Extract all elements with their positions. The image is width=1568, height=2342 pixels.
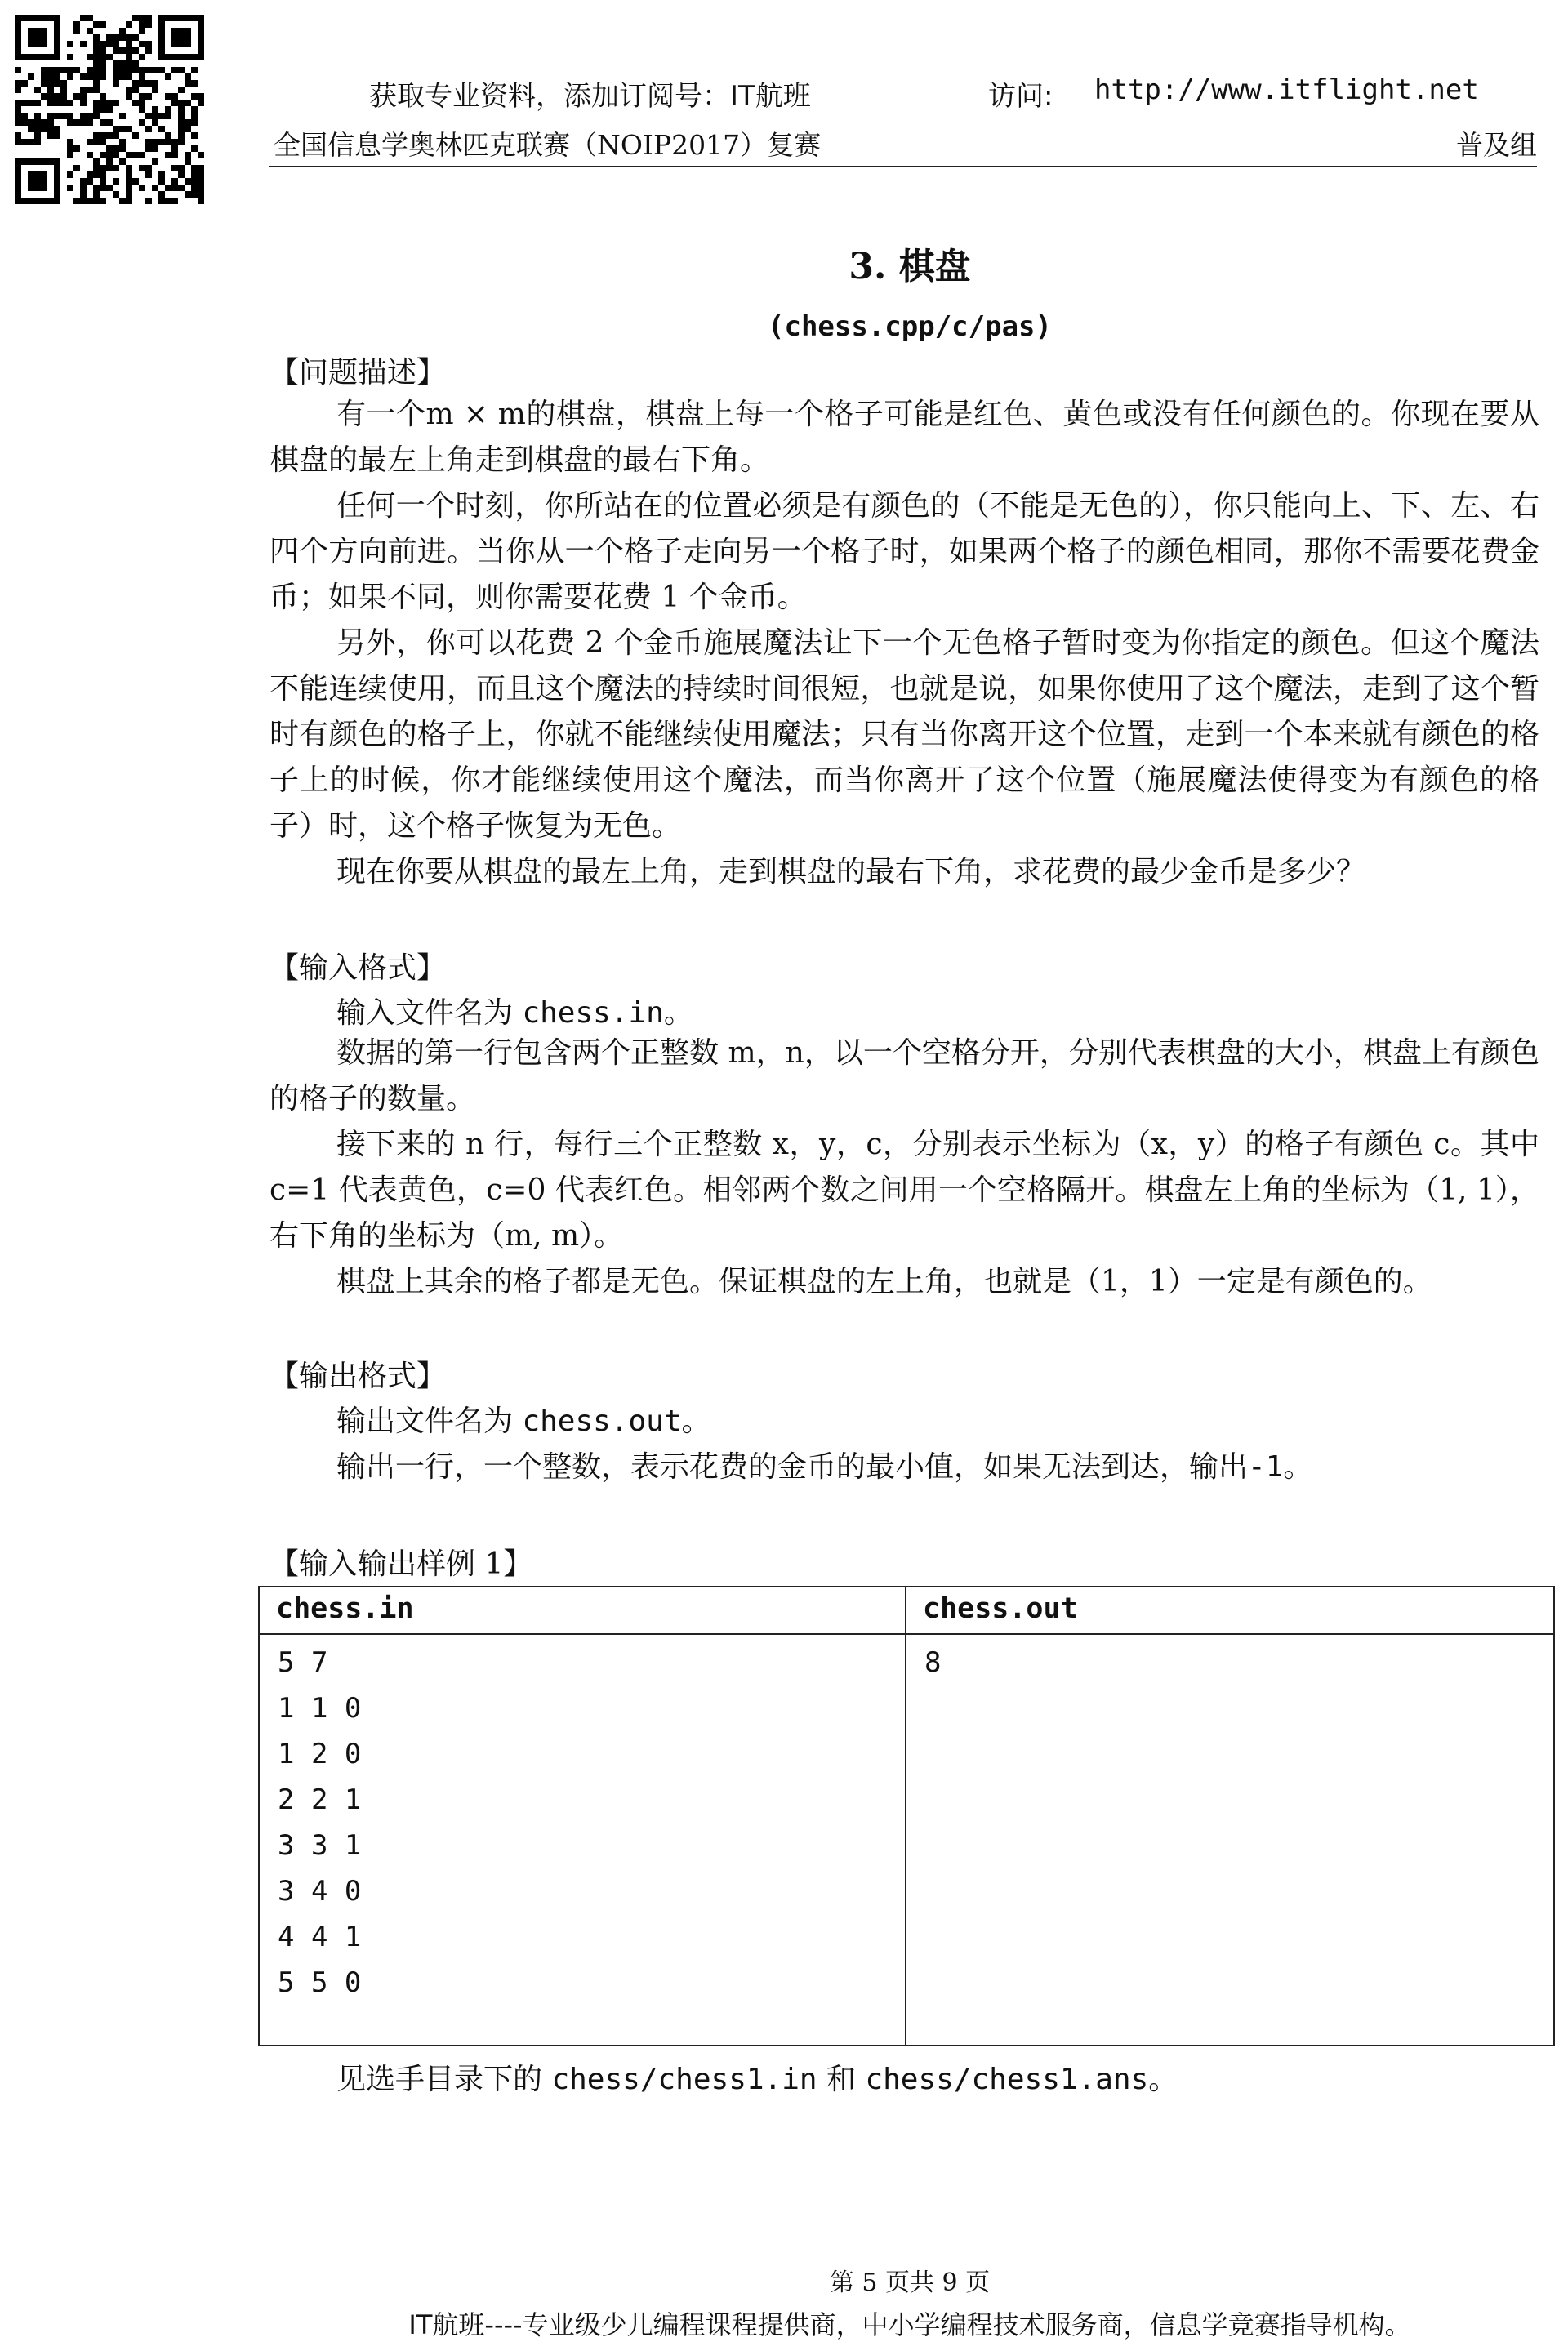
output-file-name: chess.out — [522, 1405, 682, 1438]
header-divider — [270, 166, 1537, 167]
sample-note-mid: 和 — [817, 2063, 866, 2096]
input-format-paragraph: 接下来的 n 行，每行三个正整数 x，y，c，分别表示坐标为（x，y）的格子有颜色 c。其中 c=1 代表黄色，c=0 代表红色。相邻两个数之间用一个空格隔开。棋盘左上角的坐标为（1, 1），右下角的坐标为（m, m）。 — [270, 1128, 1539, 1253]
page-number: 第 5 页共 9 页 — [829, 2269, 991, 2297]
description-heading: 【问题描述】 — [270, 356, 447, 390]
output-file-prefix: 输出文件名为 — [336, 1405, 523, 1438]
sample-note-suffix: 。 — [1148, 2063, 1178, 2096]
output-description-suffix: 。 — [1283, 1450, 1313, 1484]
footer-promo-text: IT航班----专业级少儿编程课程提供商，中小学编程技术服务商，信息学竞赛指导机构。 — [408, 2309, 1411, 2340]
promo-text: 获取专业资料，添加订阅号：IT航班 — [369, 80, 811, 113]
input-file-name: chess.in — [522, 996, 664, 1030]
input-file-prefix: 输入文件名为 — [336, 996, 523, 1030]
output-column-header: chess.out — [923, 1592, 1078, 1625]
sample-file-input: chess/chess1.in — [551, 2063, 817, 2096]
output-format-heading: 【输出格式】 — [270, 1360, 447, 1393]
contest-name: 全国信息学奥林匹克联赛（NOIP2017）复赛 — [274, 129, 822, 161]
sample-note-prefix: 见选手目录下的 — [336, 2063, 552, 2096]
output-fail-value: -1 — [1248, 1450, 1284, 1484]
output-description-text: 输出一行，一个整数，表示花费的金币的最小值，如果无法到达，输出 — [336, 1450, 1249, 1484]
sample-heading: 【输入输出样例 1】 — [270, 1547, 533, 1581]
table-column-divider — [905, 1587, 906, 2045]
input-file-line — [336, 990, 693, 1031]
problem-title: 3. 棋盘 — [849, 246, 971, 287]
output-file-suffix: 。 — [681, 1405, 711, 1438]
input-format-paragraph: 棋盘上其余的格子都是无色。保证棋盘的左上角，也就是（1，1）一定是有颜色的。 — [336, 1265, 1432, 1298]
description-paragraph: 现在你要从棋盘的最左上角，走到棋盘的最右下角，求花费的最少金币是多少？ — [336, 855, 1366, 888]
input-file-suffix: 。 — [663, 996, 693, 1030]
description-paragraph: 任何一个时刻，你所站在的位置必须是有颜色的（不能是无色的），你只能向上、下、左、右四个方向前进。当你从一个格子走向另一个格子时，如果两个格子的颜色相同，那你不需要花费金币；如果不同，则你需要花费 1 个金币。 — [270, 489, 1539, 614]
input-format-paragraph: 数据的第一行包含两个正整数 m，n，以一个空格分开，分别代表棋盘的大小，棋盘上有颜色的格子的数量。 — [270, 1036, 1539, 1115]
output-description-line — [336, 1444, 1312, 1485]
input-column-header: chess.in — [276, 1592, 414, 1625]
sample-file-answer: chess/chess1.ans — [865, 2063, 1149, 2096]
description-paragraph: 有一个m × m的棋盘，棋盘上每一个格子可能是红色、黄色或没有任何颜色的。你现在要从棋盘的最左上角走到棋盘的最右下角。 — [270, 398, 1539, 477]
output-file-line — [336, 1398, 711, 1440]
problem-file-names: (chess.cpp/c/pas) — [768, 310, 1052, 343]
input-format-heading: 【输入格式】 — [270, 951, 447, 985]
qr-code-icon — [15, 15, 204, 204]
visit-label: 访问: — [988, 80, 1054, 113]
sample-table — [258, 1586, 1555, 2046]
table-header-divider — [260, 1633, 1553, 1635]
sample-input-data: 5 7 1 1 0 1 2 0 2 2 1 3 3 1 3 4 0 4 4 1 5 5 0 — [278, 1646, 362, 1999]
sample-output-data: 8 — [924, 1646, 942, 1679]
group-label: 普及组 — [1456, 129, 1537, 161]
description-paragraph: 另外，你可以花费 2 个金币施展魔法让下一个无色格子暂时变为你指定的颜色。但这个魔法不能连续使用，而且这个魔法的持续时间很短，也就是说，如果你使用了这个魔法，走到了这个暂时有颜色的格子上，你就不能继续使用魔法；只有当你离开这个位置，走到一个本来就有颜色的格子上的时候，你才能继续使用这个魔法，而当你离开了这个位置（施展魔法使得变为有颜色的格子）时，这个格子恢复为无色。 — [270, 626, 1539, 843]
website-link[interactable]: http://www.itflight.net — [1094, 73, 1479, 106]
sample-note — [336, 2056, 1178, 2098]
